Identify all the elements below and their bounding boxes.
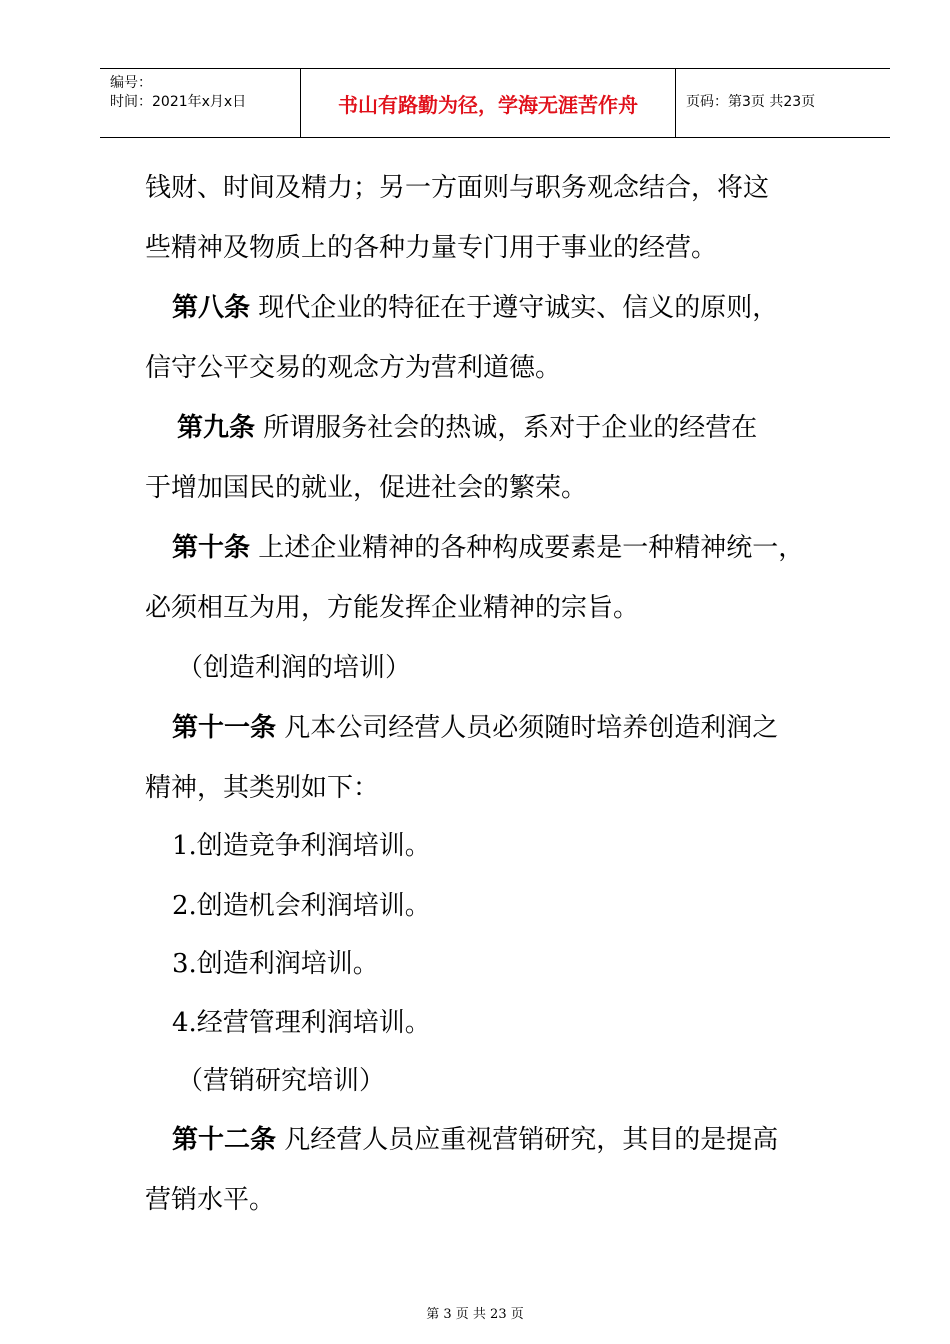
- number-label: 编号：: [110, 75, 152, 91]
- article-text: 凡经营人员应重视营销研究，其目的是提高: [284, 1125, 779, 1155]
- header-page-cell: [676, 69, 890, 137]
- time-label: 时间：2021年x月x日: [110, 94, 247, 110]
- article-title: 第十一条: [172, 713, 277, 743]
- article-8: [172, 292, 778, 324]
- list-item: 4.经营管理利润培训。: [172, 1008, 431, 1038]
- page-footer: 第 3 页 共 23 页: [426, 1307, 524, 1322]
- section-heading: （创造利润的培训）: [177, 653, 412, 683]
- article-text: 上述企业精神的各种构成要素是一种精神统一，: [258, 533, 805, 563]
- motto-text: 书山有路勤为径，学海无涯苦作舟: [338, 93, 638, 117]
- body-line: 精神，其类别如下：: [145, 773, 380, 803]
- article-text: 凡本公司经营人员必须随时培养创造利润之: [284, 713, 779, 743]
- body-line: 信守公平交易的观念方为营利道德。: [145, 353, 562, 383]
- article-text: 现代企业的特征在于遵守诚实、信义的原则，: [258, 293, 779, 323]
- body-line: 营销水平。: [145, 1185, 276, 1215]
- article-11: [172, 712, 778, 744]
- list-item: 3.创造利润培训。: [172, 949, 379, 979]
- header-meta-cell: [100, 69, 301, 137]
- list-item: 1.创造竞争利润培训。: [172, 831, 431, 861]
- article-title: 第九条: [177, 413, 256, 443]
- body-line: 于增加国民的就业，促进社会的繁荣。: [145, 473, 588, 503]
- article-text: 所谓服务社会的热诚，系对于企业的经营在: [263, 413, 758, 443]
- page-info: 页码：第3页 共23页: [686, 94, 816, 110]
- body-line: 些精神及物质上的各种力量专门用于事业的经营。: [145, 233, 718, 263]
- section-heading: （营销研究培训）: [177, 1066, 386, 1096]
- page-header: [100, 68, 890, 138]
- article-9: [177, 412, 757, 444]
- article-10: [172, 532, 804, 564]
- article-title: 第八条: [172, 293, 251, 323]
- body-line: 必须相互为用，方能发挥企业精神的宗旨。: [145, 593, 640, 623]
- body-line: 钱财、时间及精力；另一方面则与职务观念结合，将这: [145, 173, 770, 203]
- list-item: 2.创造机会利润培训。: [172, 891, 431, 921]
- header-motto-cell: [301, 69, 676, 137]
- article-title: 第十二条: [172, 1125, 277, 1155]
- article-12: [172, 1124, 778, 1156]
- article-title: 第十条: [172, 533, 251, 563]
